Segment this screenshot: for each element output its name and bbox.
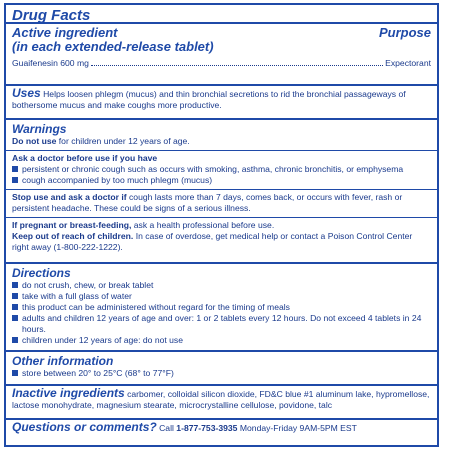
ingredient-purpose: Expectorant	[385, 58, 431, 68]
uses-heading: Uses	[12, 86, 41, 100]
other-information-heading: Other information	[12, 354, 114, 368]
purpose-heading: Purpose	[378, 25, 431, 40]
warnings-heading: Warnings	[12, 122, 67, 136]
list-item: adults and children 12 years of age and over: 1 or 2 tablets every 12 hours. Do not exceed 4 tablets in 24 hours.	[12, 313, 431, 335]
active-ingredient-section	[6, 24, 437, 86]
keep-out-warning: Keep out of reach of children. In case of overdose, get medical help or contact a Poison Control Center right away (1-800-222-1222).	[12, 231, 413, 252]
active-ingredient-subheading: (in each extended-release tablet)	[12, 39, 214, 54]
uses-section	[6, 86, 437, 120]
do-not-use: Do not use for children under 12 years of age.	[12, 136, 190, 146]
phone-number: 1-877-753-3935	[176, 423, 238, 433]
inactive-ingredients-heading: Inactive ingredients	[12, 386, 125, 400]
list-item: take with a full glass of water	[12, 291, 431, 302]
questions-hours: Monday-Friday 9AM-5PM EST	[239, 423, 357, 433]
list-item: cough accompanied by too much phlegm (mucus)	[12, 175, 431, 186]
bullet-square-icon	[12, 282, 18, 288]
bullet-square-icon	[12, 370, 18, 376]
pregnant-warning: If pregnant or breast-feeding, ask a health professional before use.	[12, 220, 275, 230]
questions-heading: Questions or comments?	[12, 420, 157, 434]
list-item: children under 12 years of age: do not use	[12, 335, 431, 346]
list-item: this product can be administered without regard for the timing of meals	[12, 302, 431, 313]
directions-heading: Directions	[12, 266, 71, 280]
questions-section	[6, 420, 437, 442]
drug-facts-title: Drug Facts	[6, 5, 437, 24]
questions-call: Call	[159, 423, 174, 433]
inactive-ingredients-text: carbomer, colloidal silicon dioxide, FD&C blue #1 aluminum lake, hypromellose, lactose monohydrate, magnesium stearate, microcrystalline cellulose, povidone, talc	[12, 389, 430, 410]
ask-doctor-label: Ask a doctor before use if you have	[12, 153, 158, 163]
drug-facts-panel	[4, 3, 439, 447]
ingredient-name: Guaifenesin 600 mg	[12, 58, 89, 68]
warnings-section	[6, 120, 437, 264]
list-item: do not crush, chew, or break tablet	[12, 280, 431, 291]
list-item: store between 20° to 25°C (68° to 77°F)	[12, 368, 431, 379]
bullet-square-icon	[12, 337, 18, 343]
bullet-square-icon	[12, 304, 18, 310]
stop-use: Stop use and ask a doctor if cough lasts more than 7 days, comes back, or occurs with fever, rash or persistent headache. These could be signs of a serious illness.	[12, 192, 403, 213]
bullet-square-icon	[12, 166, 18, 172]
bullet-square-icon	[12, 177, 18, 183]
bullet-square-icon	[12, 293, 18, 299]
ingredient-row	[12, 58, 431, 69]
list-item: persistent or chronic cough such as occurs with smoking, asthma, chronic bronchitis, or emphysema	[12, 164, 431, 175]
bullet-square-icon	[12, 315, 18, 321]
other-information-section	[6, 352, 437, 386]
uses-text: Helps loosen phlegm (mucus) and thin bronchial secretions to rid the bronchial passageways of bothersome mucus and make coughs more productive.	[12, 89, 406, 110]
inactive-ingredients-section	[6, 386, 437, 420]
active-ingredient-heading: Active ingredient	[12, 25, 118, 40]
directions-section	[6, 264, 437, 352]
